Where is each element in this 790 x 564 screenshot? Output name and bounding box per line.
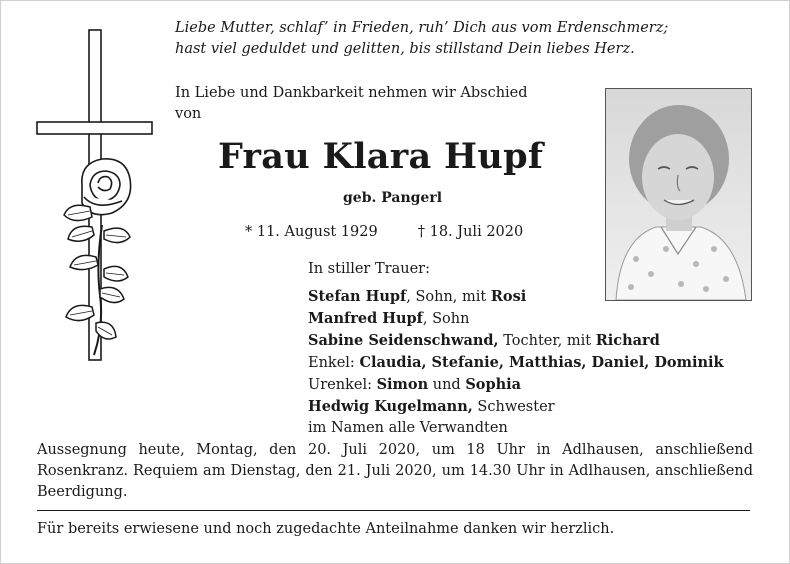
mourner-line bbox=[308, 286, 724, 308]
funeral-service-notice: Aussegnung heute, Montag, den 20. Juli 2020, um 18 Uhr in Adlhausen, anschließend Rosenkranz. Requiem am Dienstag, den 21. Juli 2020, um 14.30 Uhr in Adlhausen, anschließend Beerdigung. bbox=[37, 442, 753, 500]
mourner-line bbox=[308, 374, 724, 396]
birth-name: geb. Pangerl bbox=[343, 190, 443, 206]
intro-line-1: In Liebe und Dankbarkeit nehmen wir Abschied bbox=[175, 85, 528, 101]
thanks-note: Für bereits erwiesene und noch zugedachte Anteilnahme danken wir herzlich. bbox=[37, 521, 615, 537]
mourners-list bbox=[308, 259, 724, 439]
mourner-line bbox=[308, 330, 724, 352]
mourner-relation: Enkel: bbox=[308, 355, 360, 371]
mourners-lines bbox=[308, 286, 724, 439]
mourner-relation: , Sohn, mit bbox=[406, 289, 491, 305]
mourner-name: Sabine Seidenschwand, bbox=[308, 332, 499, 349]
mourners-heading: In stiller Trauer: bbox=[308, 261, 430, 277]
mourner-line bbox=[308, 396, 724, 418]
mourner-name: Stefan Hupf bbox=[308, 288, 407, 305]
mourner-name: Rosi bbox=[490, 288, 527, 305]
cross-with-rose-icon bbox=[30, 25, 170, 365]
mourner-name: Claudia, Stefanie, Matthias, Daniel, Dominik bbox=[359, 354, 724, 371]
mourner-name: Hedwig Kugelmann, bbox=[308, 398, 473, 415]
mourner-relation: Schwester bbox=[472, 399, 555, 415]
poem bbox=[175, 18, 765, 60]
mourner-name: Manfred Hupf bbox=[308, 310, 423, 327]
death-date: † 18. Juli 2020 bbox=[417, 224, 524, 240]
farewell-intro bbox=[175, 83, 595, 125]
life-dates bbox=[245, 224, 523, 240]
birth-date: * 11. August 1929 bbox=[245, 224, 378, 240]
poem-line-2: hast viel geduldet und gelitten, bis stillstand Dein liebes Herz. bbox=[175, 41, 635, 57]
poem-line-1: Liebe Mutter, schlaf’ in Frieden, ruh’ Dich aus vom Erdenschmerz; bbox=[175, 20, 669, 36]
mourner-relation: im Namen alle Verwandten bbox=[308, 420, 508, 436]
mourner-line bbox=[308, 308, 724, 330]
mourner-line bbox=[308, 352, 724, 374]
mourner-relation: und bbox=[428, 377, 466, 393]
mourner-relation: Tochter, mit bbox=[498, 333, 596, 349]
mourner-name: Simon bbox=[376, 376, 429, 393]
mourner-line bbox=[308, 418, 724, 439]
mourner-relation: Urenkel: bbox=[308, 377, 377, 393]
mourner-relation: , Sohn bbox=[422, 311, 470, 327]
mourner-name: Sophia bbox=[465, 376, 522, 393]
divider bbox=[37, 510, 750, 511]
mourner-name: Richard bbox=[595, 332, 660, 349]
intro-line-2: von bbox=[175, 106, 202, 122]
deceased-name: Frau Klara Hupf bbox=[218, 136, 544, 177]
